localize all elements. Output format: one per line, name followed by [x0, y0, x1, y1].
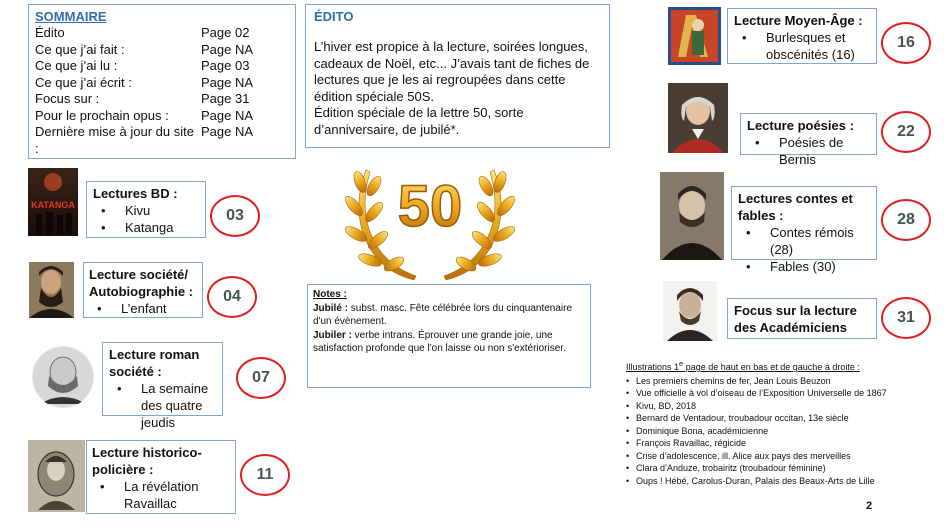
card-heading: Lecture historico-policière :	[92, 445, 202, 477]
sommaire-row-label: Édito	[35, 25, 65, 40]
sommaire-row-page: Page 02	[201, 25, 250, 40]
card-heading: Lecture société/ Autobiographie :	[89, 267, 193, 299]
note-jubile	[313, 302, 585, 329]
edito-box	[305, 4, 610, 148]
illustrations-credits	[626, 358, 926, 487]
list-item: • Contes rémois (28)	[738, 224, 870, 258]
illumination-image-moyen-age	[668, 7, 721, 65]
sommaire-list	[35, 25, 289, 157]
illustration-credit-item: • Oups ! Hébé, Carolus-Duran, Palais des Beaux-Arts de Lille	[626, 475, 926, 488]
jubilee-50-emblem	[344, 160, 516, 284]
illustration-credit-item: • Bernard de Ventadour, troubadour occitan, 13e siècle	[626, 412, 926, 425]
card-lecture-poesies	[740, 113, 877, 167]
card-lecture-moyen-age	[727, 8, 877, 64]
sommaire-row	[35, 91, 289, 108]
engraving-image-ravaillac	[28, 440, 85, 512]
card-heading: Lecture poésies :	[747, 118, 854, 133]
page-number: 2	[866, 500, 873, 512]
note-jubile-term: Jubilé :	[313, 302, 349, 314]
katanga-cover-title: KATANGA	[31, 200, 75, 210]
sommaire-row-page: Page 31	[201, 91, 250, 106]
page-circle-04: 04	[207, 276, 257, 318]
portrait-image-roman	[32, 346, 94, 408]
page-circle-31: 31	[881, 297, 931, 339]
page-circle-11: 11	[240, 454, 290, 496]
card-heading: Focus sur la lecture des Académiciens	[734, 303, 857, 335]
list-item: • L’enfant	[89, 300, 197, 317]
list-item: • Katanga	[93, 219, 199, 236]
note-jubiler	[313, 329, 585, 356]
page-circle-03: 03	[210, 195, 260, 237]
illustrations-title	[626, 358, 926, 374]
card-items	[92, 478, 230, 512]
card-lectures-bd	[86, 181, 206, 238]
sommaire-row-label: Dernière mise à jour du site :	[35, 124, 194, 156]
page-circle-07: 07	[236, 357, 286, 399]
portrait-image-enfant	[29, 262, 74, 318]
sommaire-row-page: Page NA	[201, 124, 254, 139]
card-heading: Lectures contes et fables :	[738, 191, 853, 223]
card-lecture-historico	[86, 440, 236, 514]
portrait-image-bernis	[668, 83, 728, 153]
card-items	[109, 380, 216, 431]
sommaire-row-page: Page NA	[201, 74, 254, 90]
edito-title: ÉDITO	[314, 9, 354, 24]
illustrations-title-text: Illustrations 1	[626, 362, 680, 372]
portrait-image-academiciens	[663, 281, 717, 341]
card-items	[734, 29, 870, 63]
list-item: • La semaine des quatre jeudis	[109, 380, 216, 431]
card-items	[738, 224, 870, 275]
sommaire-row	[35, 108, 289, 125]
sommaire-row	[35, 25, 289, 42]
list-item: • Kivu	[93, 202, 199, 219]
illustration-credit-item: • Les premiers chemins de fer, Jean Louis Beuzon	[626, 375, 926, 388]
sommaire-row	[35, 42, 289, 59]
list-item: • La révélation Ravaillac	[92, 478, 230, 512]
page-circle-22: 22	[881, 111, 931, 153]
emblem-number: 50	[397, 174, 463, 239]
illustrations-list	[626, 375, 926, 488]
card-lectures-contes-fables	[731, 186, 877, 274]
sommaire-box	[28, 4, 296, 159]
edito-paragraph-2: Édition spéciale de la lettre 50, sorte d’anniversaire, de jubilé*.	[314, 105, 524, 137]
illustrations-title-rest: page de haut en bas et de gauche à droite :	[683, 362, 860, 372]
sommaire-row-page: Page 03	[201, 58, 250, 73]
list-item: • Burlesques et obscénités (16)	[734, 29, 870, 63]
sommaire-row	[35, 124, 289, 157]
note-jubile-definition: subst. masc. Fête célébrée lors du cinquantenaire d'un évènement.	[313, 302, 573, 327]
card-heading: Lecture Moyen-Âge :	[734, 13, 863, 28]
sommaire-title: SOMMAIRE	[35, 9, 107, 24]
portrait-image-contes	[660, 172, 724, 260]
page-circle-16: 16	[881, 22, 931, 64]
notes-title: Notes :	[313, 289, 347, 300]
sommaire-row-label: Pour le prochain opus :	[35, 107, 169, 123]
sommaire-row-label: Ce que j’ai écrit :	[35, 74, 132, 90]
card-items	[93, 202, 199, 236]
sommaire-row-label: Ce que j’ai lu :	[35, 58, 118, 73]
sommaire-row	[35, 75, 289, 92]
card-lecture-societe	[83, 262, 203, 318]
card-heading: Lectures BD :	[93, 186, 178, 201]
notes-box	[307, 284, 591, 388]
card-heading: Lecture roman société :	[109, 347, 200, 379]
sommaire-row	[35, 58, 289, 75]
card-lecture-roman	[102, 342, 223, 430]
card-items	[89, 300, 197, 317]
illustration-credit-item: • Kivu, BD, 2018	[626, 400, 926, 413]
illustrations-title-sup: e	[679, 359, 684, 368]
sommaire-row-page: Page NA	[201, 107, 254, 123]
katanga-cover-image	[28, 168, 78, 236]
list-item: • Poésies de Bernis	[747, 134, 870, 168]
illustration-credit-item: • Clara d’Anduze, trobairitz (troubadour féminine)	[626, 462, 926, 475]
illustration-credit-item: • Dominique Bona, académicienne	[626, 425, 926, 438]
sommaire-row-label: Focus sur :	[35, 91, 100, 106]
edito-paragraph-1: L’hiver est propice à la lecture, soirées longues, cadeaux de Noël, etc... J’avais tant de fiches de lectures que je les ai regroupées dans cette édition spéciale 50S.	[314, 39, 590, 104]
note-jubiler-term: Jubiler :	[313, 329, 352, 341]
list-item: • Fables (30)	[738, 258, 870, 275]
note-jubiler-definition: verbe intrans. Éprouver une grande joie, une satisfaction profonde que l'on laisse ou non s'extérioriser.	[313, 329, 566, 354]
card-items	[747, 134, 870, 168]
illustration-credit-item: • Vue officielle à vol d’oiseau de l’Exposition Universelle de 1867	[626, 387, 926, 400]
illustration-credit-item: • Crise d’adolescence, ill. Alice aux pays des merveilles	[626, 450, 926, 463]
page-circle-28: 28	[881, 199, 931, 241]
card-focus-academiciens	[727, 298, 877, 339]
sommaire-row-page: Page NA	[201, 41, 254, 57]
sommaire-row-label: Ce que j’ai fait :	[35, 41, 125, 57]
illustration-credit-item: • François Ravaillac, régicide	[626, 437, 926, 450]
